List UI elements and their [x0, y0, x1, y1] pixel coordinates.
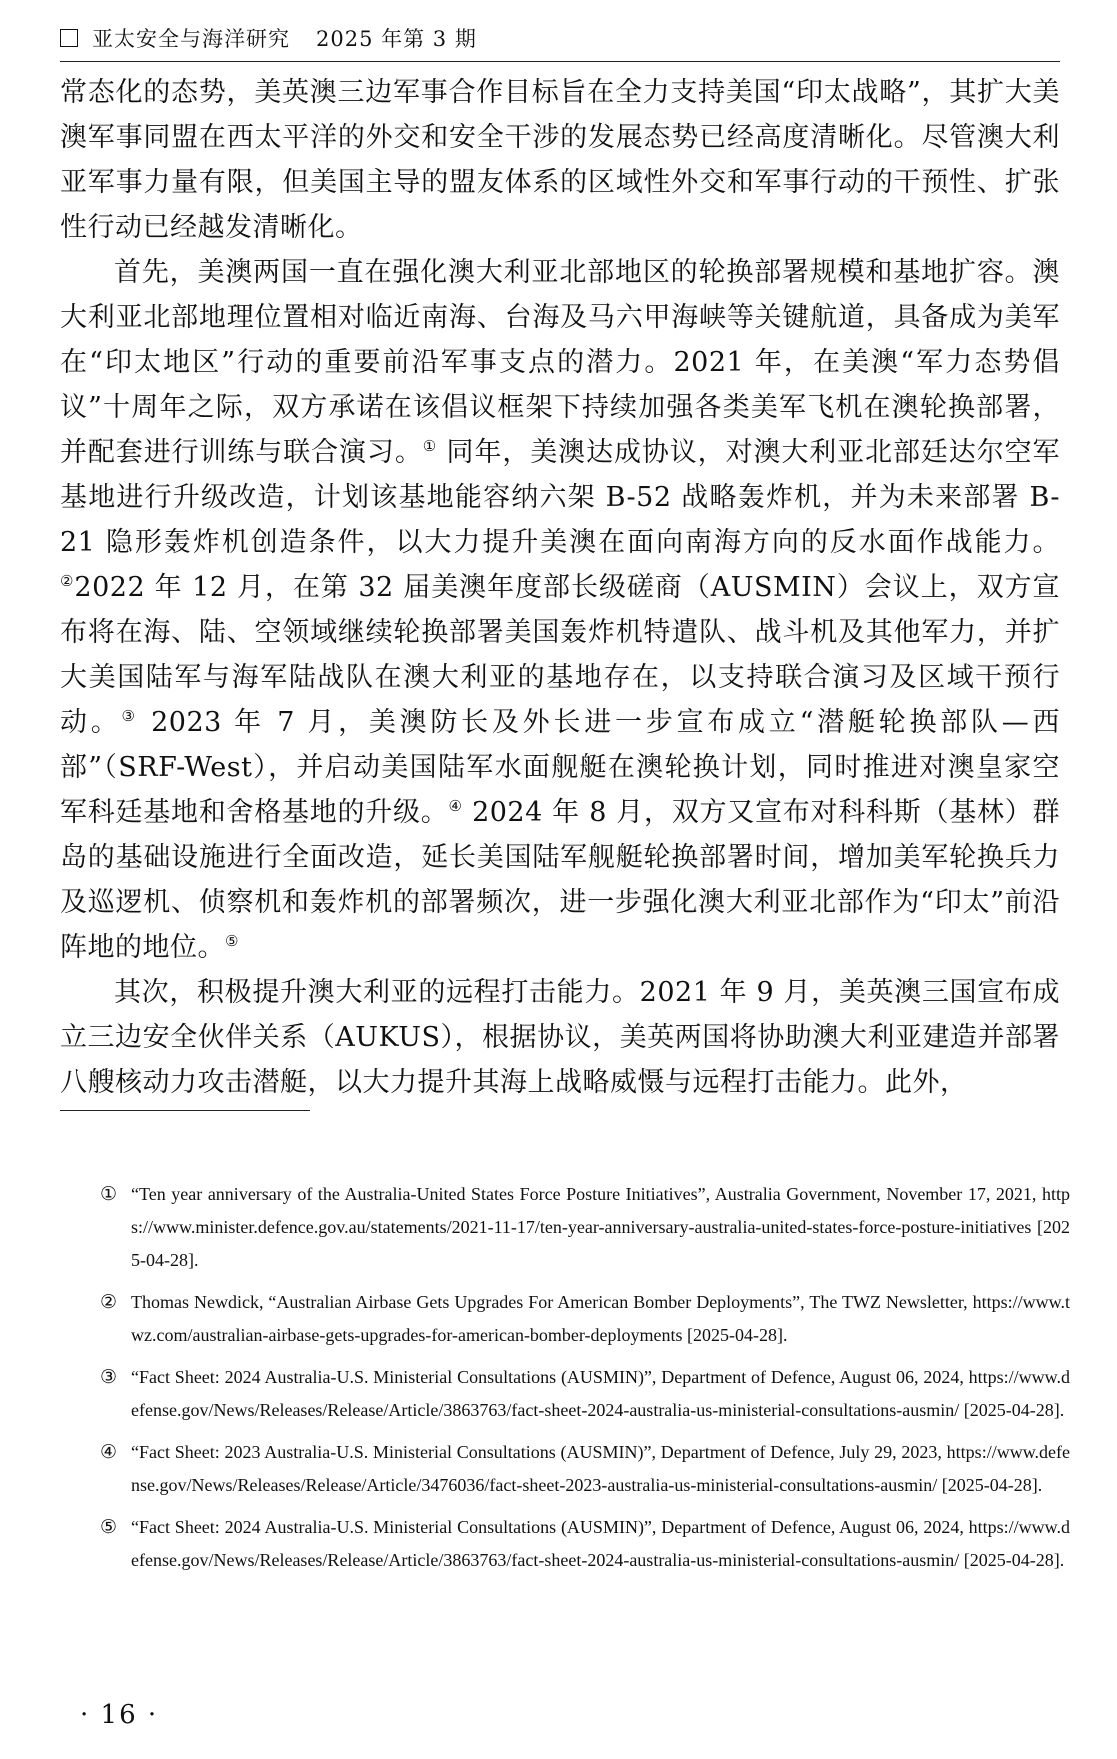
footnote-4	[100, 1436, 1070, 1502]
footnote-text: “Fact Sheet: 2024 Australia-U.S. Ministerial Consultations (AUSMIN)”, Department of Defence, August 06, 2024, https://www.defense.gov/News/Releases/Release/Article/3863763/fact-sheet-2024-australia-us-ministerial-consultations-ausmin/ [2025-04-28].	[131, 1517, 1070, 1570]
p2-sentence-1: 首先，美澳两国一直在强化澳大利亚北部地区的轮换部署规模和基地扩容。澳大利亚北部地理位置相对临近南海、台海及马六甲海峡等关键航道，具备成为美军在“印太地区”行动的重要前沿军事支点的潜力。2021 年，在美澳“军力态势倡议”十周年之际，双方承诺在该倡议框架下持续加强各类美军飞机在澳轮换部署，并配套进行训练与联合演习。	[60, 257, 1060, 468]
p2-sentence-3: 2022 年 12 月，在第 32 届美澳年度部长级磋商（AUSMIN）会议上，双方宣布将在海、陆、空领域继续轮换部署美国轰炸机特遣队、战斗机及其他军力，并扩大美国陆军与海军陆战队在澳大利亚的基地存在，以支持联合演习及区域干预行动。	[60, 572, 1060, 738]
header-square-icon	[60, 29, 78, 47]
paragraph-3: 其次，积极提升澳大利亚的远程打击能力。2021 年 9 月，美英澳三国宣布成立三边安全伙伴关系（AUKUS），根据协议，美英两国将协助澳大利亚建造并部署八艘核动力攻击潜艇，以大力提升其海上战略威慑与远程打击能力。此外，	[60, 977, 1060, 1098]
footnotes	[100, 1178, 1070, 1586]
footnote-rule	[60, 1110, 310, 1111]
footnote-ref-1[interactable]: ①	[422, 437, 438, 455]
running-header	[60, 18, 1060, 58]
footnote-mark: ①	[100, 1184, 118, 1205]
footnote-ref-2[interactable]: ②	[60, 572, 75, 590]
issue-label: 2025 年第 3 期	[316, 27, 477, 51]
p2-sentence-4: 2023 年 7 月，美澳防长及外长进一步宣布成立“潜艇轮换部队—西部”（SRF-West），并启动美国陆军水面舰艇在澳轮换计划，同时推进对澳皇家空军科廷基地和舍格基地的升级。	[60, 707, 1061, 828]
footnote-ref-3[interactable]: ③	[121, 707, 139, 725]
header-rule	[60, 61, 1060, 62]
main-text	[60, 70, 1060, 1105]
footnote-3	[100, 1361, 1070, 1427]
footnote-text: “Ten year anniversary of the Australia-United States Force Posture Initiatives”, Australia Government, November 17, 2021, https://www.minister.defence.gov.au/statements/2021-11-17/ten-year-anniversary-australia-united-states-force-posture-initiatives [2025-04-28].	[131, 1184, 1070, 1270]
paragraph-1: 常态化的态势，美英澳三边军事合作目标旨在全力支持美国“印太战略”，其扩大美澳军事同盟在西太平洋的外交和安全干涉的发展态势已经高度清晰化。尽管澳大利亚军事力量有限，但美国主导的盟友体系的区域性外交和军事行动的干预性、扩张性行动已经越发清晰化。	[60, 77, 1060, 243]
footnote-2	[100, 1286, 1070, 1352]
p2-sentence-2: 同年，美澳达成协议，对澳大利亚北部廷达尔空军基地进行升级改造，计划该基地能容纳六架 B-52 战略轰炸机，并为未来部署 B-21 隐形轰炸机创造条件，以大力提升美澳在面向南海方向的反水面作战能力。	[60, 437, 1060, 558]
footnote-text: “Fact Sheet: 2024 Australia-U.S. Ministerial Consultations (AUSMIN)”, Department of Defence, August 06, 2024, https://www.defense.gov/News/Releases/Release/Article/3863763/fact-sheet-2024-australia-us-ministerial-consultations-ausmin/ [2025-04-28].	[131, 1367, 1070, 1420]
footnote-text: “Fact Sheet: 2023 Australia-U.S. Ministerial Consultations (AUSMIN)”, Department of Defence, July 29, 2023, https://www.defense.gov/News/Releases/Release/Article/3476036/fact-sheet-2023-australia-us-ministerial-consultations-ausmin/ [2025-04-28].	[131, 1442, 1070, 1495]
p2-sentence-5: 2024 年 8 月，双方又宣布对科科斯（基林）群岛的基础设施进行全面改造，延长美国陆军舰艇轮换部署时间，增加美军轮换兵力及巡逻机、侦察机和轰炸机的部署频次，进一步强化澳大利亚北部作为“印太”前沿阵地的地位。	[60, 797, 1060, 963]
footnote-mark: ③	[100, 1367, 118, 1388]
journal-title: 亚太安全与海洋研究	[92, 27, 290, 51]
footnote-mark: ⑤	[100, 1517, 118, 1538]
paragraph-2	[60, 250, 1060, 970]
page-number: · 16 ·	[80, 1700, 159, 1730]
footnote-text: Thomas Newdick, “Australian Airbase Gets Upgrades For American Bomber Deployments”, The TWZ Newsletter, https://www.twz.com/australian-airbase-gets-upgrades-for-american-bomber-deployments [2025-04-28].	[131, 1292, 1070, 1345]
footnote-mark: ②	[100, 1292, 118, 1313]
footnote-mark: ④	[100, 1442, 118, 1463]
footnote-5	[100, 1511, 1070, 1577]
footnote-ref-4[interactable]: ④	[448, 797, 463, 815]
footnote-ref-5[interactable]: ⑤	[225, 932, 239, 950]
footnote-1	[100, 1178, 1070, 1277]
